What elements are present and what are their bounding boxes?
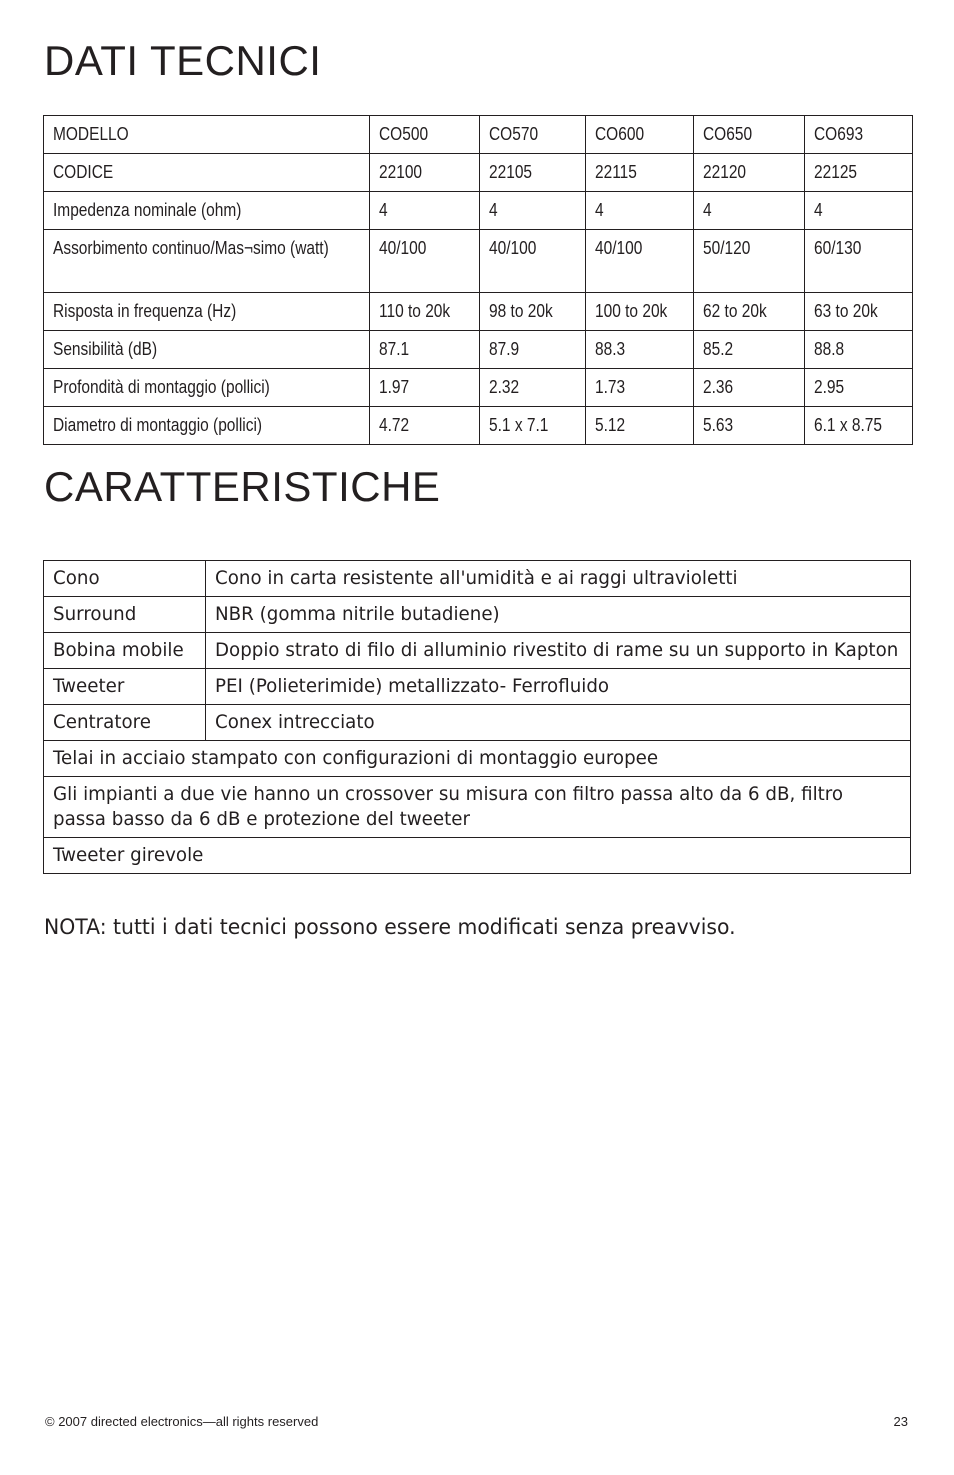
specs-value-cell: 4.72 bbox=[370, 407, 480, 445]
feature-label-cell: Cono bbox=[44, 561, 206, 597]
specs-label-cell: CODICE bbox=[44, 154, 370, 192]
specs-value-cell: 4 bbox=[480, 192, 586, 230]
specs-row-modello bbox=[44, 116, 913, 154]
feature-row-cono bbox=[44, 561, 911, 597]
feature-label-cell: Bobina mobile bbox=[44, 633, 206, 669]
feature-value-cell: Conex intrecciato bbox=[206, 705, 911, 741]
specs-label-cell: MODELLO bbox=[44, 116, 370, 154]
specs-value-cell: 2.95 bbox=[805, 369, 913, 407]
specs-value-cell: 40/100 bbox=[370, 230, 480, 293]
specs-row-codice bbox=[44, 154, 913, 192]
specs-value-cell: 4 bbox=[694, 192, 805, 230]
specs-value-cell: 2.36 bbox=[694, 369, 805, 407]
specs-value-cell: 60/130 bbox=[805, 230, 913, 293]
feature-row-bobina-mobile bbox=[44, 633, 911, 669]
specs-label-cell: Diametro di montaggio (pollici) bbox=[44, 407, 370, 445]
specs-label-cell: Profondità di montaggio (pollici) bbox=[44, 369, 370, 407]
specs-value-cell: 87.1 bbox=[370, 331, 480, 369]
feature-row-crossover bbox=[44, 777, 911, 838]
specs-label-cell: Sensibilità (dB) bbox=[44, 331, 370, 369]
specs-table bbox=[43, 115, 913, 445]
specs-row-sensibilita bbox=[44, 331, 913, 369]
footer-copyright: © 2007 directed electronics—all rights reserved bbox=[45, 1414, 319, 1429]
specs-value-cell: 63 to 20k bbox=[805, 293, 913, 331]
feature-row-tweeter bbox=[44, 669, 911, 705]
feature-label-cell: Centratore bbox=[44, 705, 206, 741]
specs-value-cell: 5.12 bbox=[586, 407, 694, 445]
feature-full-cell: Tweeter girevole bbox=[44, 838, 911, 874]
specs-row-assorbimento bbox=[44, 230, 913, 293]
specs-value-cell: 100 to 20k bbox=[586, 293, 694, 331]
specs-value-cell: 50/120 bbox=[694, 230, 805, 293]
feature-row-tweeter-girevole bbox=[44, 838, 911, 874]
specs-value-cell: 5.1 x 7.1 bbox=[480, 407, 586, 445]
specs-label-cell: Impedenza nominale (ohm) bbox=[44, 192, 370, 230]
specs-value-cell: 22105 bbox=[480, 154, 586, 192]
feature-value-cell: PEI (Polieterimide) metallizzato- Ferrofluido bbox=[206, 669, 911, 705]
specs-row-diametro bbox=[44, 407, 913, 445]
specs-value-cell: 22120 bbox=[694, 154, 805, 192]
specs-label-cell: Risposta in frequenza (Hz) bbox=[44, 293, 370, 331]
specs-value-cell: 22125 bbox=[805, 154, 913, 192]
feature-label-cell: Surround bbox=[44, 597, 206, 633]
feature-value-cell: Doppio strato di filo di alluminio rivestito di rame su un supporto in Kapton bbox=[206, 633, 911, 669]
specs-value-cell: 2.32 bbox=[480, 369, 586, 407]
specs-value-cell: 88.3 bbox=[586, 331, 694, 369]
specs-value-cell: 4 bbox=[586, 192, 694, 230]
feature-row-centratore bbox=[44, 705, 911, 741]
specs-value-cell: CO500 bbox=[370, 116, 480, 154]
specs-value-cell: 40/100 bbox=[586, 230, 694, 293]
specs-value-cell: 22115 bbox=[586, 154, 694, 192]
feature-value-cell: Cono in carta resistente all'umidità e ai raggi ultravioletti bbox=[206, 561, 911, 597]
specs-value-cell: 98 to 20k bbox=[480, 293, 586, 331]
page-number: 23 bbox=[893, 1414, 908, 1429]
feature-full-cell: Telai in acciaio stampato con configurazioni di montaggio europee bbox=[44, 741, 911, 777]
specs-value-cell: 4 bbox=[805, 192, 913, 230]
specs-value-cell: 110 to 20k bbox=[370, 293, 480, 331]
features-table bbox=[43, 560, 911, 874]
specs-value-cell: 4 bbox=[370, 192, 480, 230]
specs-value-cell: CO650 bbox=[694, 116, 805, 154]
feature-label-cell: Tweeter bbox=[44, 669, 206, 705]
specs-row-impedenza bbox=[44, 192, 913, 230]
feature-full-cell: Gli impianti a due vie hanno un crossover su misura con filtro passa alto da 6 dB, filtro passa basso da 6 dB e protezione del tweeter bbox=[44, 777, 911, 838]
feature-value-cell: NBR (gomma nitrile butadiene) bbox=[206, 597, 911, 633]
feature-row-telai bbox=[44, 741, 911, 777]
specs-value-cell: 85.2 bbox=[694, 331, 805, 369]
feature-row-surround bbox=[44, 597, 911, 633]
specs-value-cell: CO600 bbox=[586, 116, 694, 154]
specs-row-risposta bbox=[44, 293, 913, 331]
section-title-caratteristiche: CARATTERISTICHE bbox=[44, 463, 441, 510]
specs-value-cell: 1.97 bbox=[370, 369, 480, 407]
specs-value-cell: 87.9 bbox=[480, 331, 586, 369]
specs-value-cell: 5.63 bbox=[694, 407, 805, 445]
specs-row-profondita bbox=[44, 369, 913, 407]
specs-value-cell: 88.8 bbox=[805, 331, 913, 369]
specs-label-cell: Assorbimento continuo/Mas¬simo (watt) bbox=[44, 230, 370, 293]
section-title-dati-tecnici: DATI TECNICI bbox=[44, 37, 322, 84]
specs-value-cell: 40/100 bbox=[480, 230, 586, 293]
specs-value-cell: CO570 bbox=[480, 116, 586, 154]
specs-value-cell: CO693 bbox=[805, 116, 913, 154]
note-text: NOTA: tutti i dati tecnici possono essere modificati senza preavviso. bbox=[44, 915, 736, 939]
specs-value-cell: 62 to 20k bbox=[694, 293, 805, 331]
specs-value-cell: 1.73 bbox=[586, 369, 694, 407]
specs-value-cell: 22100 bbox=[370, 154, 480, 192]
specs-value-cell: 6.1 x 8.75 bbox=[805, 407, 913, 445]
